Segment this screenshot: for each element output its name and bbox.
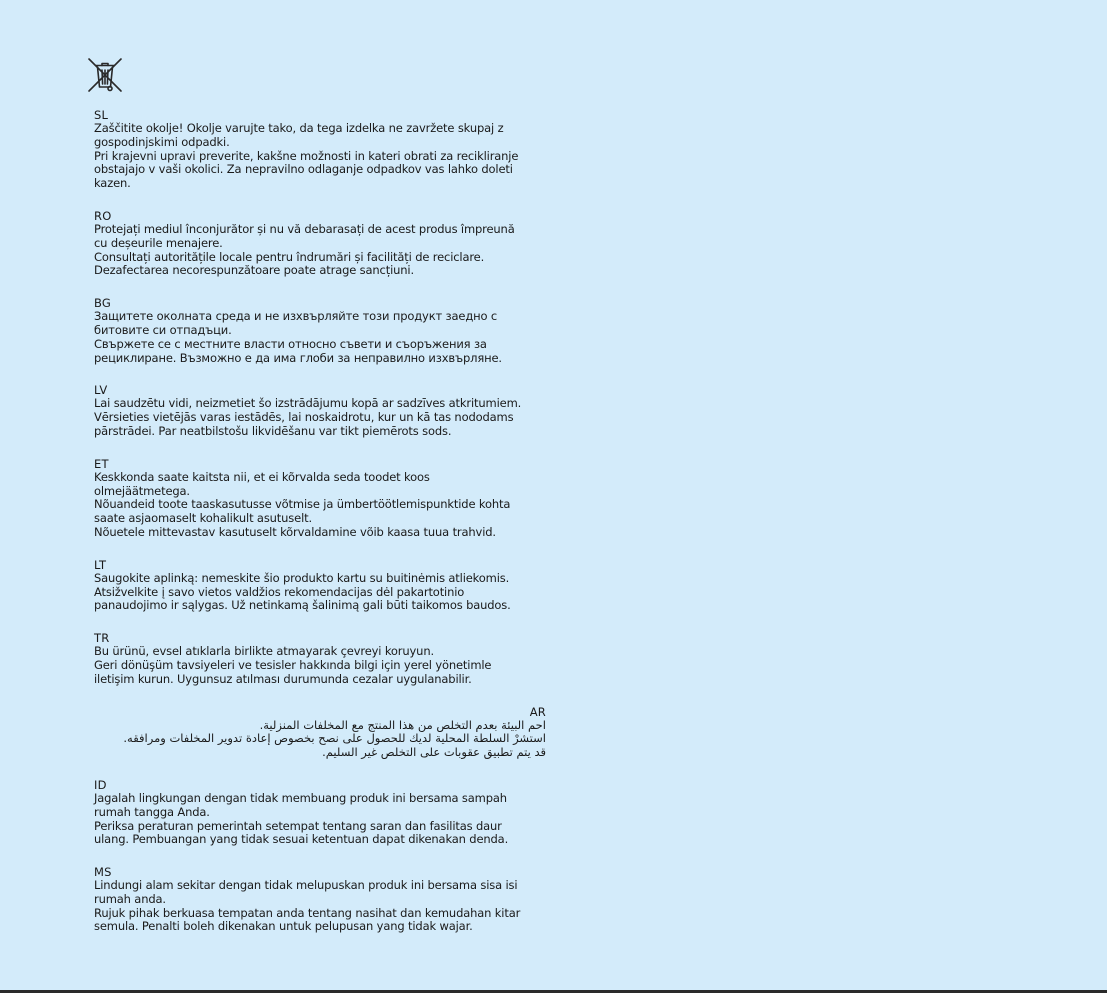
text-line: Rujuk pihak berkuasa tempatan anda tentang nasihat dan kemudahan kitar — [94, 905, 521, 920]
text-line: iletişim kurun. Uygunsuz atılması durumunda cezalar uygulanabilir. — [94, 671, 472, 686]
text-line: rumah tangga Anda. — [94, 804, 210, 819]
text-line: gospodinjskimi odpadki. — [94, 134, 230, 149]
text-line: Jagalah lingkungan dengan tidak membuang produk ini bersama sampah — [94, 790, 507, 805]
text-line: Periksa peraturan pemerintah setempat tentang saran dan fasilitas daur — [94, 818, 502, 833]
text-line: cu deșeurile menajere. — [94, 235, 223, 250]
language-code: LV — [94, 383, 108, 398]
text-line: Защитете околната среда и не изхвърляйте този продукт заедно с — [94, 309, 498, 324]
language-code: ET — [94, 456, 109, 471]
text-line: olmejäätmetega. — [94, 483, 190, 498]
text-line: Zaščitite okolje! Okolje varujte tako, da tega izdelka ne zavržete skupaj z — [94, 121, 504, 135]
text-line: kazen. — [94, 176, 131, 191]
text-line: Nõuandeid toote taaskasutusse võtmise ja ümbertöötlemispunktide kohta — [94, 497, 511, 512]
language-code: BG — [94, 296, 111, 311]
language-code: MS — [94, 865, 112, 880]
text-line: ulang. Pembuangan yang tidak sesuai ketentuan dapat dikenakan denda. — [94, 832, 509, 847]
text-line: Geri dönüşüm tavsiyeleri ve tesisler hakkında bilgi için yerel yönetimle — [94, 657, 492, 672]
text-line: Atsižvelkite į savo vietos valdžios rekomendacijas dėl pakartotinio — [94, 584, 465, 599]
section-tr — [94, 631, 546, 686]
text-line: استشرْ السلطة المحلية لديك للحصول على نصح بخصوص إعادة تدوير المخلفات ومرافقه. — [123, 731, 546, 746]
text-line: semula. Penalti boleh dikenakan untuk pelupusan yang tidak wajar. — [94, 919, 473, 934]
text-line: obstajajo v vaši okolici. Za nepravilno odlaganje odpadkov vas lahko doleti — [94, 162, 513, 177]
text-line: saate asjaomaselt kohalikult asutuselt. — [94, 511, 312, 526]
text-line: рециклиране. Възможно е да има глоби за неправилно изхвърляне. — [94, 350, 502, 365]
section-ro — [94, 209, 546, 278]
text-line: احم البيئة بعدم التخلص من هذا المنتج مع المخلفات المنزلية. — [259, 717, 546, 732]
language-code: LT — [94, 557, 107, 572]
text-line: Protejați mediul înconjurător și nu vă debarasați de acest produs împreună — [94, 221, 515, 236]
section-ar — [94, 705, 546, 760]
text-line: Vērsieties vietējās varas iestādēs, lai noskaidrotu, kur un kā tas nododams — [94, 410, 514, 425]
section-ms — [94, 865, 546, 934]
text-line: Saugokite aplinką: nemeskite šio produkto kartu su buitinėmis atliekomis. — [94, 570, 510, 585]
crossed-out-wheelie-bin-icon — [86, 56, 124, 94]
section-lv — [94, 383, 546, 438]
text-line: قد يتم تطبيق عقوبات على التخلص غير السليم. — [322, 745, 546, 760]
text-line: Nõuetele mittevastav kasutuselt kõrvaldamine võib kaasa tuua trahvid. — [94, 524, 496, 539]
disposal-notice — [94, 108, 546, 952]
language-code: RO — [94, 208, 112, 223]
text-line: Bu ürünü, evsel atıklarla birlikte atmayarak çevreyi koruyun. — [94, 644, 434, 659]
text-line: Consultați autoritățile locale pentru îndrumări și facilități de reciclare. — [94, 249, 485, 264]
text-line: Pri krajevni upravi preverite, kakšne možnosti in kateri obrati za recikliranje — [94, 148, 519, 163]
language-code: SL — [94, 108, 109, 122]
section-sl — [94, 108, 546, 191]
text-line: rumah anda. — [94, 891, 166, 906]
language-code: ID — [94, 777, 107, 792]
language-code: TR — [94, 631, 110, 646]
section-id — [94, 778, 546, 847]
section-bg — [94, 296, 546, 365]
text-line: Dezafectarea necorespunzătoare poate atrage sancțiuni. — [94, 263, 414, 278]
text-line: panaudojimo ir sąlygas. Už netinkamą šalinimą gali būti taikomos baudos. — [94, 598, 511, 613]
text-line: Свържете се с местните власти относно съвети и съоръжения за — [94, 336, 487, 351]
text-line: Keskkonda saate kaitsta nii, et ei kõrvalda seda toodet koos — [94, 469, 430, 484]
language-code: AR — [529, 704, 546, 719]
section-et — [94, 457, 546, 540]
text-line: pārstrādei. Par neatbilstošu likvidēšanu var tikt piemērots sods. — [94, 423, 452, 438]
text-line: Lindungi alam sekitar dengan tidak melupuskan produk ini bersama sisa isi — [94, 878, 518, 893]
section-lt — [94, 558, 546, 613]
text-line: Lai saudzētu vidi, neizmetiet šo izstrādājumu kopā ar sadzīves atkritumiem. — [94, 396, 522, 411]
text-line: битовите си отпадъци. — [94, 322, 232, 337]
